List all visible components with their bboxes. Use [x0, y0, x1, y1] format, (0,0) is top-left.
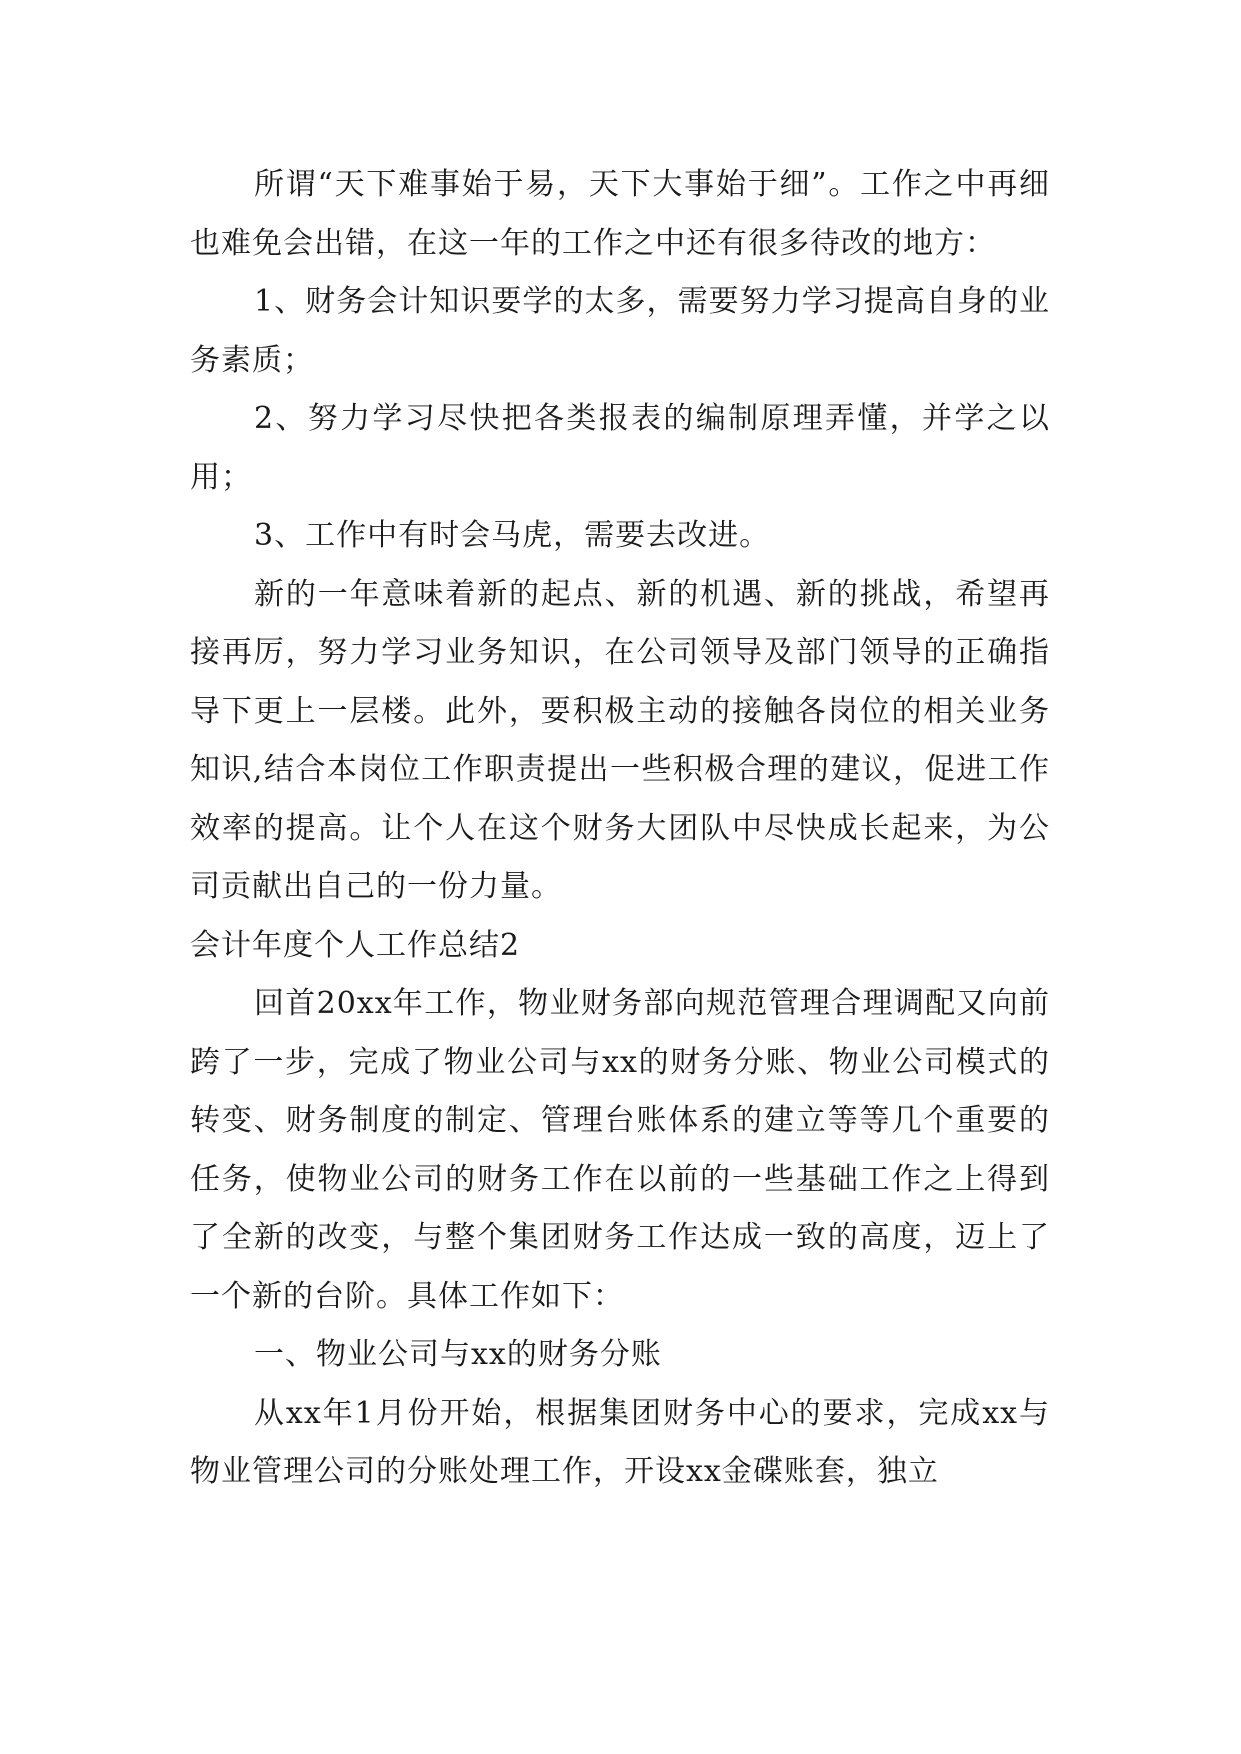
paragraph-split-accounts: 从xx年1月份开始，根据集团财务中心的要求，完成xx与物业管理公司的分账处理工作，开设xx金碟账套，独立: [190, 1395, 1050, 1489]
paragraph-review: 回首20xx年工作，物业财务部向规范管理合理调配又向前跨了一步，完成了物业公司与xx的财务分账、物业公司模式的转变、财务制度的制定、管理台账体系的建立等等几个重要的任务，使物业公司的财务工作在以前的一些基础工作之上得到了全新的改变，与整个集团财务工作达成一致的高度，迈上了一个新的台阶。具体工作如下：: [190, 986, 1050, 1314]
subheading-one: 一、物业公司与xx的财务分账: [254, 1337, 662, 1372]
list-item-1: 1、财务会计知识要学的太多，需要努力学习提高自身的业务素质；: [190, 284, 1050, 378]
list-item-2: 2、努力学习尽快把各类报表的编制原理弄懂，并学之以用；: [190, 401, 1050, 495]
document-body: [190, 156, 1050, 1502]
paragraph-outlook: 新的一年意味着新的起点、新的机遇、新的挑战，希望再接再厉，努力学习业务知识，在公司领导及部门领导的正确指导下更上一层楼。此外，要积极主动的接触各岗位的相关业务知识,结合本岗位工作职责提出一些积极合理的建议，促进工作效率的提高。让个人在这个财务大团队中尽快成长起来，为公司贡献出自己的一份力量。: [190, 576, 1050, 904]
paragraph-intro: 所谓“天下难事始于易，天下大事始于细”。工作之中再细也难免会出错，在这一年的工作之中还有很多待改的地方：: [190, 167, 1050, 261]
list-item-3: 3、工作中有时会马虎，需要去改进。: [254, 518, 771, 553]
section-title: 会计年度个人工作总结2: [190, 927, 521, 963]
